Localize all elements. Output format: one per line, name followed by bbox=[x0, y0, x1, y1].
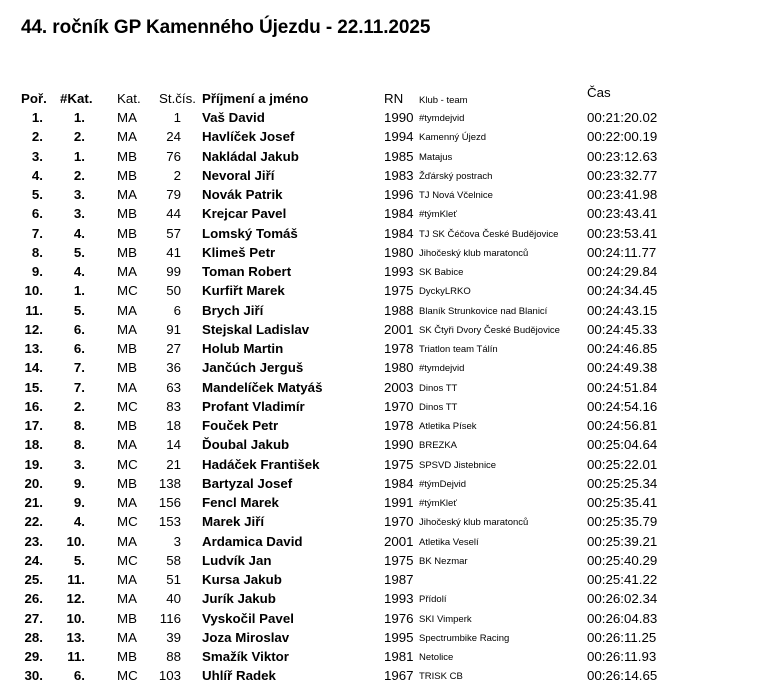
cell-position: 30. bbox=[24, 668, 43, 684]
cell-name: Fencl Marek bbox=[202, 495, 279, 510]
cell-club: BREZKA bbox=[419, 440, 458, 452]
cell-start-number: 18 bbox=[166, 418, 181, 433]
cell-birth-year: 1978 bbox=[384, 341, 414, 356]
cell-name: Mandelíček Matyáš bbox=[202, 379, 323, 395]
cell-club: Triatlon team Tálín bbox=[419, 344, 498, 355]
cell-category-rank: 8. bbox=[73, 418, 85, 433]
cell-birth-year: 1995 bbox=[384, 629, 414, 645]
table-row bbox=[0, 378, 783, 397]
cell-category: MA bbox=[117, 591, 137, 607]
cell-category: MA bbox=[117, 321, 137, 337]
cell-time: 00:25:04.64 bbox=[587, 437, 658, 453]
cell-club: #tymdejvid bbox=[419, 113, 465, 124]
table-row bbox=[0, 666, 783, 685]
cell-start-number: 51 bbox=[166, 572, 181, 587]
cell-start-number: 2 bbox=[173, 167, 181, 183]
cell-category-rank: 3. bbox=[73, 187, 85, 202]
table-header bbox=[0, 85, 783, 108]
cell-category-rank: 5. bbox=[73, 552, 85, 568]
cell-start-number: 153 bbox=[158, 514, 181, 530]
cell-position: 13. bbox=[24, 341, 43, 356]
cell-category-rank: 12. bbox=[66, 591, 85, 607]
cell-club: #týmKleť bbox=[419, 498, 457, 509]
cell-start-number: 83 bbox=[166, 398, 181, 414]
cell-club: TRISK CB bbox=[419, 671, 463, 683]
cell-time: 00:23:12.63 bbox=[587, 148, 658, 164]
cell-category: MA bbox=[117, 129, 137, 145]
cell-category-rank: 2. bbox=[73, 129, 85, 145]
table-row bbox=[0, 243, 783, 262]
cell-time: 00:25:35.41 bbox=[587, 495, 658, 510]
cell-birth-year: 1975 bbox=[384, 456, 414, 472]
cell-birth-year: 1975 bbox=[384, 552, 414, 568]
cell-category: MB bbox=[117, 418, 137, 433]
cell-position: 10. bbox=[24, 283, 43, 299]
cell-name: Nevoral Jiří bbox=[202, 167, 275, 183]
table-row bbox=[0, 628, 783, 647]
cell-category: MB bbox=[117, 244, 137, 260]
cell-category-rank: 2. bbox=[73, 398, 85, 414]
table-row bbox=[0, 204, 783, 223]
cell-club: #týmDejvid bbox=[419, 478, 466, 490]
cell-category-rank: 10. bbox=[66, 533, 85, 549]
cell-position: 9. bbox=[31, 264, 43, 279]
cell-name: Stejskal Ladislav bbox=[202, 321, 310, 337]
cell-birth-year: 1988 bbox=[384, 302, 414, 318]
cell-name: Hadáček František bbox=[202, 456, 320, 472]
cell-name: Nakládal Jakub bbox=[202, 148, 299, 164]
cell-name: Bartyzal Josef bbox=[202, 475, 293, 491]
cell-time: 00:25:22.01 bbox=[587, 456, 658, 472]
cell-name: Ludvík Jan bbox=[202, 552, 272, 568]
cell-position: 11. bbox=[25, 302, 43, 318]
cell-birth-year: 1970 bbox=[384, 514, 414, 530]
cell-name: Joza Miroslav bbox=[202, 629, 290, 645]
table-row bbox=[0, 147, 783, 166]
cell-start-number: 57 bbox=[166, 225, 181, 241]
cell-start-number: 99 bbox=[166, 264, 181, 279]
cell-category-rank: 1. bbox=[73, 148, 85, 164]
cell-time: 00:23:41.98 bbox=[587, 187, 658, 202]
cell-start-number: 76 bbox=[166, 148, 181, 164]
cell-category: MB bbox=[117, 475, 137, 491]
cell-club: Netolice bbox=[419, 652, 454, 663]
cell-start-number: 156 bbox=[158, 495, 181, 510]
cell-category-rank: 6. bbox=[73, 321, 85, 337]
cell-club: SPSVD Jistebnice bbox=[419, 459, 497, 471]
cell-start-number: 63 bbox=[166, 379, 181, 395]
cell-start-number: 88 bbox=[166, 649, 181, 664]
cell-position: 17. bbox=[24, 418, 43, 433]
cell-category: MA bbox=[117, 533, 137, 549]
cell-time: 00:24:29.84 bbox=[587, 264, 658, 279]
cell-club: TJ Nová Včelnice bbox=[419, 190, 493, 201]
cell-club: #týmKleť bbox=[419, 209, 457, 221]
table-row bbox=[0, 493, 783, 512]
cell-position: 6. bbox=[31, 206, 43, 222]
cell-name: Brych Jiří bbox=[202, 302, 264, 318]
cell-category: MB bbox=[117, 225, 137, 241]
cell-birth-year: 1978 bbox=[384, 418, 414, 433]
cell-time: 00:25:41.22 bbox=[587, 572, 658, 587]
cell-club: #tymdejvid bbox=[419, 363, 465, 375]
cell-position: 21. bbox=[24, 495, 43, 510]
cell-position: 25. bbox=[24, 572, 43, 587]
cell-category-rank: 7. bbox=[73, 379, 85, 395]
cell-category-rank: 13. bbox=[66, 629, 85, 645]
table-row bbox=[0, 301, 783, 320]
cell-birth-year: 1987 bbox=[384, 572, 414, 587]
cell-category-rank: 3. bbox=[73, 206, 85, 222]
table-row bbox=[0, 474, 783, 493]
cell-time: 00:23:53.41 bbox=[587, 225, 658, 241]
cell-club: SK Čtyři Dvory České Budějovice bbox=[419, 324, 560, 336]
cell-name: Klimeš Petr bbox=[202, 244, 276, 260]
cell-start-number: 116 bbox=[159, 610, 181, 626]
cell-time: 00:24:34.45 bbox=[587, 283, 658, 299]
cell-category-rank: 9. bbox=[73, 495, 85, 510]
cell-start-number: 3 bbox=[173, 533, 181, 549]
cell-category-rank: 9. bbox=[73, 475, 85, 491]
table-row bbox=[0, 647, 783, 666]
cell-name: Lomský Tomáš bbox=[202, 225, 298, 241]
cell-category-rank: 1. bbox=[73, 110, 85, 125]
cell-name: Holub Martin bbox=[202, 341, 284, 356]
cell-category-rank: 6. bbox=[73, 668, 85, 684]
cell-position: 3. bbox=[31, 148, 43, 164]
cell-time: 00:26:04.83 bbox=[587, 610, 658, 626]
cell-time: 00:24:49.38 bbox=[587, 360, 658, 376]
cell-start-number: 103 bbox=[158, 668, 181, 684]
cell-category-rank: 11. bbox=[67, 572, 85, 587]
cell-position: 2. bbox=[31, 129, 43, 145]
cell-category: MC bbox=[117, 456, 138, 472]
cell-start-number: 41 bbox=[166, 244, 181, 260]
header-position: Poř. bbox=[21, 91, 47, 106]
cell-category: MA bbox=[117, 264, 137, 279]
cell-category-rank: 7. bbox=[73, 360, 85, 376]
table-row bbox=[0, 551, 783, 570]
cell-start-number: 24 bbox=[166, 129, 181, 145]
cell-position: 8. bbox=[31, 244, 43, 260]
cell-name: Kursa Jakub bbox=[202, 572, 282, 587]
table-row bbox=[0, 127, 783, 146]
cell-start-number: 1 bbox=[173, 110, 181, 125]
table-row bbox=[0, 589, 783, 608]
cell-club: Žďárský postrach bbox=[419, 170, 493, 182]
cell-club: SKI Vimperk bbox=[419, 613, 472, 625]
cell-category: MB bbox=[117, 610, 137, 626]
cell-name: Ďoubal Jakub bbox=[202, 437, 290, 453]
cell-category: MB bbox=[117, 206, 137, 222]
cell-time: 00:25:39.21 bbox=[587, 533, 658, 549]
cell-category: MA bbox=[117, 110, 137, 125]
cell-time: 00:22:00.19 bbox=[587, 129, 658, 145]
table-row bbox=[0, 532, 783, 551]
cell-name: Krejcar Pavel bbox=[202, 206, 287, 222]
cell-name: Vaš David bbox=[202, 110, 265, 125]
cell-position: 24. bbox=[24, 552, 43, 568]
cell-category: MC bbox=[117, 552, 138, 568]
cell-category: MB bbox=[117, 360, 137, 376]
table-row bbox=[0, 397, 783, 416]
cell-position: 7. bbox=[31, 225, 43, 241]
table-row bbox=[0, 416, 783, 435]
cell-category: MB bbox=[117, 341, 137, 356]
cell-start-number: 36 bbox=[166, 360, 181, 376]
cell-category-rank: 11. bbox=[67, 649, 85, 664]
cell-time: 00:24:45.33 bbox=[587, 321, 658, 337]
table-row bbox=[0, 166, 783, 185]
cell-category: MB bbox=[117, 148, 137, 164]
cell-name: Havlíček Josef bbox=[202, 129, 295, 145]
cell-club: TJ SK Čéčova České Budějovice bbox=[419, 228, 559, 240]
cell-category-rank: 4. bbox=[73, 225, 85, 241]
cell-club: Blaník Strunkovice nad Blanicí bbox=[419, 305, 548, 317]
header-club: Klub - team bbox=[419, 95, 468, 106]
cell-time: 00:25:40.29 bbox=[587, 552, 658, 568]
header-name: Příjmení a jméno bbox=[202, 91, 309, 106]
cell-category-rank: 5. bbox=[73, 244, 85, 260]
cell-start-number: 79 bbox=[166, 187, 181, 202]
cell-category: MC bbox=[117, 668, 138, 684]
cell-category: MB bbox=[117, 167, 137, 183]
table-row bbox=[0, 262, 783, 281]
cell-position: 22. bbox=[24, 514, 43, 530]
cell-club: BK Nezmar bbox=[419, 555, 468, 567]
table-row bbox=[0, 570, 783, 589]
table-row bbox=[0, 358, 783, 377]
cell-start-number: 44 bbox=[166, 206, 181, 222]
cell-category-rank: 3. bbox=[73, 456, 85, 472]
header-start-number: St.čís. bbox=[159, 91, 196, 106]
cell-birth-year: 1996 bbox=[384, 187, 414, 202]
cell-birth-year: 2001 bbox=[384, 533, 414, 549]
cell-birth-year: 1984 bbox=[384, 206, 414, 222]
cell-position: 20. bbox=[24, 475, 43, 491]
cell-position: 4. bbox=[31, 167, 43, 183]
cell-start-number: 138 bbox=[158, 475, 181, 491]
cell-name: Jurík Jakub bbox=[202, 591, 276, 607]
cell-start-number: 50 bbox=[166, 283, 181, 299]
cell-position: 14. bbox=[24, 360, 43, 376]
cell-category-rank: 1. bbox=[73, 283, 85, 299]
table-row bbox=[0, 320, 783, 339]
table-row bbox=[0, 281, 783, 300]
cell-position: 29. bbox=[24, 649, 43, 664]
cell-start-number: 14 bbox=[166, 437, 181, 453]
cell-category: MC bbox=[117, 514, 138, 530]
cell-time: 00:24:56.81 bbox=[587, 418, 658, 433]
cell-start-number: 39 bbox=[166, 629, 181, 645]
cell-name: Marek Jiří bbox=[202, 514, 265, 530]
cell-position: 5. bbox=[31, 187, 43, 202]
cell-club: Atletika Písek bbox=[419, 421, 477, 432]
cell-start-number: 27 bbox=[166, 341, 181, 356]
cell-category: MA bbox=[117, 572, 137, 587]
cell-time: 00:23:32.77 bbox=[587, 167, 658, 183]
cell-birth-year: 1970 bbox=[384, 398, 414, 414]
cell-birth-year: 1981 bbox=[384, 649, 414, 664]
cell-birth-year: 1975 bbox=[384, 283, 414, 299]
cell-birth-year: 1990 bbox=[384, 110, 414, 125]
cell-name: Novák Patrik bbox=[202, 187, 283, 202]
cell-name: Toman Robert bbox=[202, 264, 292, 279]
cell-name: Jančúch Jerguš bbox=[202, 360, 304, 376]
cell-birth-year: 2001 bbox=[384, 321, 414, 337]
cell-position: 19. bbox=[24, 456, 43, 472]
cell-position: 23. bbox=[24, 533, 43, 549]
cell-birth-year: 1980 bbox=[384, 360, 414, 376]
cell-time: 00:24:51.84 bbox=[587, 379, 658, 395]
cell-position: 27. bbox=[24, 610, 43, 626]
cell-name: Ardamica David bbox=[202, 533, 303, 549]
cell-start-number: 40 bbox=[166, 591, 181, 607]
cell-position: 26. bbox=[24, 591, 43, 607]
cell-club: Jihočeský klub maratonců bbox=[419, 517, 529, 529]
cell-time: 00:24:46.85 bbox=[587, 341, 658, 356]
cell-category: MA bbox=[117, 379, 137, 395]
table-row bbox=[0, 609, 783, 628]
cell-position: 12. bbox=[24, 321, 43, 337]
cell-category-rank: 4. bbox=[73, 264, 85, 279]
cell-club: Kamenný Újezd bbox=[419, 132, 487, 144]
header-category: Kat. bbox=[117, 91, 141, 106]
cell-name: Fouček Petr bbox=[202, 418, 279, 433]
cell-birth-year: 1983 bbox=[384, 167, 414, 183]
cell-birth-year: 1993 bbox=[384, 591, 414, 607]
cell-club: Atletika Veselí bbox=[419, 536, 479, 548]
cell-category-rank: 4. bbox=[73, 514, 85, 530]
header-birth-year: RN bbox=[384, 91, 404, 106]
cell-club: Spectrumbike Racing bbox=[419, 632, 510, 644]
cell-birth-year: 1984 bbox=[384, 475, 414, 491]
cell-club: Dinos TT bbox=[419, 401, 458, 413]
cell-time: 00:24:54.16 bbox=[587, 398, 658, 414]
cell-club: Přídolí bbox=[419, 594, 447, 606]
cell-time: 00:26:11.25 bbox=[587, 629, 657, 645]
cell-time: 00:24:43.15 bbox=[587, 302, 658, 318]
cell-position: 28. bbox=[24, 629, 43, 645]
cell-category: MA bbox=[117, 302, 137, 318]
cell-birth-year: 1976 bbox=[384, 610, 414, 626]
cell-category: MA bbox=[117, 495, 137, 510]
cell-birth-year: 2003 bbox=[384, 379, 414, 395]
cell-category: MA bbox=[117, 629, 137, 645]
cell-birth-year: 1991 bbox=[384, 495, 414, 510]
cell-birth-year: 1967 bbox=[384, 668, 414, 684]
cell-time: 00:23:43.41 bbox=[587, 206, 658, 222]
cell-category-rank: 8. bbox=[73, 437, 85, 453]
cell-start-number: 6 bbox=[173, 302, 181, 318]
table-row bbox=[0, 512, 783, 531]
cell-time: 00:21:20.02 bbox=[587, 110, 658, 125]
cell-name: Vyskočil Pavel bbox=[202, 610, 294, 626]
cell-club: Jihočeský klub maratonců bbox=[419, 247, 529, 259]
cell-category-rank: 10. bbox=[66, 610, 85, 626]
cell-category: MC bbox=[117, 283, 138, 299]
page-title: 44. ročník GP Kamenného Újezdu - 22.11.2025 bbox=[21, 17, 431, 38]
cell-club: Matajus bbox=[419, 151, 453, 163]
cell-time: 00:25:35.79 bbox=[587, 514, 658, 530]
cell-name: Uhlíř Radek bbox=[202, 668, 276, 684]
cell-category: MB bbox=[117, 649, 137, 664]
cell-birth-year: 1990 bbox=[384, 437, 414, 453]
cell-category: MA bbox=[117, 187, 137, 202]
cell-birth-year: 1993 bbox=[384, 264, 414, 279]
header-time: Čas bbox=[587, 85, 611, 100]
table-row bbox=[0, 108, 783, 127]
table-row bbox=[0, 339, 783, 358]
cell-time: 00:24:11.77 bbox=[587, 244, 657, 260]
cell-start-number: 91 bbox=[166, 321, 181, 337]
header-category-rank: #Kat. bbox=[60, 91, 93, 106]
table-row bbox=[0, 185, 783, 204]
cell-category-rank: 5. bbox=[73, 302, 85, 318]
cell-birth-year: 1980 bbox=[384, 244, 414, 260]
cell-club: DyckyLRKO bbox=[419, 286, 471, 298]
table-row bbox=[0, 224, 783, 243]
cell-name: Kurfiřt Marek bbox=[202, 283, 285, 299]
cell-category-rank: 6. bbox=[73, 341, 85, 356]
cell-time: 00:26:11.93 bbox=[587, 649, 657, 664]
cell-category-rank: 2. bbox=[73, 167, 85, 183]
cell-club: SK Babice bbox=[419, 267, 464, 278]
cell-name: Profant Vladimír bbox=[202, 398, 305, 414]
cell-category: MC bbox=[117, 398, 138, 414]
cell-start-number: 58 bbox=[166, 552, 181, 568]
cell-position: 15. bbox=[24, 379, 43, 395]
cell-time: 00:26:14.65 bbox=[587, 668, 658, 684]
table-row bbox=[0, 435, 783, 454]
cell-club: Dinos TT bbox=[419, 382, 458, 394]
cell-start-number: 21 bbox=[166, 456, 181, 472]
cell-category: MA bbox=[117, 437, 137, 453]
cell-time: 00:25:25.34 bbox=[587, 475, 658, 491]
cell-birth-year: 1985 bbox=[384, 148, 414, 164]
cell-position: 1. bbox=[31, 110, 43, 125]
cell-position: 18. bbox=[24, 437, 43, 453]
cell-position: 16. bbox=[24, 398, 43, 414]
cell-birth-year: 1984 bbox=[384, 225, 414, 241]
table-row bbox=[0, 455, 783, 474]
cell-time: 00:26:02.34 bbox=[587, 591, 658, 607]
cell-name: Smažík Viktor bbox=[202, 649, 289, 664]
cell-birth-year: 1994 bbox=[384, 129, 414, 145]
